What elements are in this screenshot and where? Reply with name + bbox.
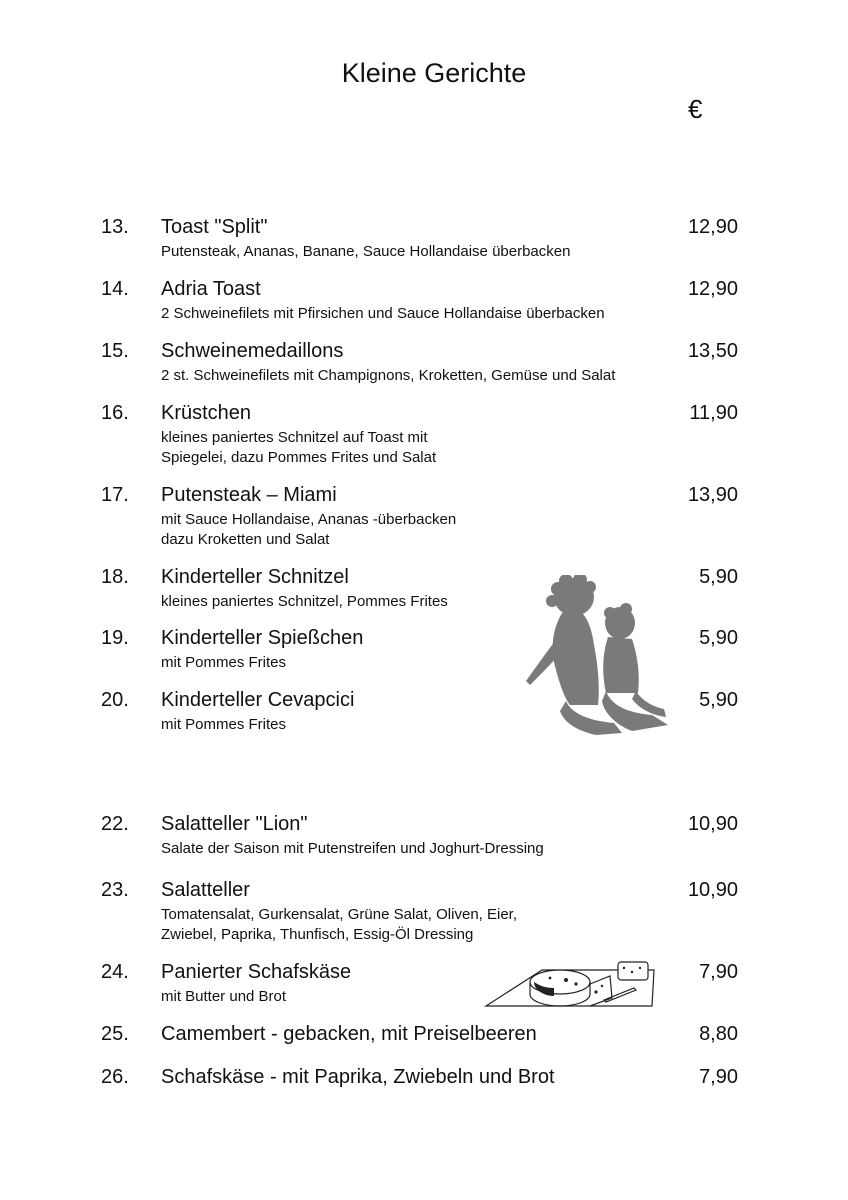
page-title: Kleine Gerichte <box>341 58 527 88</box>
item-name: Adria Toast <box>161 278 261 300</box>
item-description <box>161 905 517 945</box>
description-line: 2 Schweinefilets mit Pfirsichen und Sauce Hollandaise überbacken <box>161 305 605 322</box>
item-description <box>161 592 448 612</box>
item-name: Kinderteller Schnitzel <box>161 566 349 588</box>
item-price: 5,90 <box>699 627 738 649</box>
item-description <box>161 987 286 1007</box>
item-number: 23. <box>101 879 129 901</box>
item-name: Salatteller <box>161 879 250 901</box>
item-number: 16. <box>101 402 129 424</box>
item-name: Kinderteller Spießchen <box>161 627 364 649</box>
item-price: 12,90 <box>687 216 738 238</box>
item-number: 19. <box>101 627 129 649</box>
item-name: Schweinemedaillons <box>161 340 344 362</box>
item-number: 17. <box>101 484 129 506</box>
item-name: Toast "Split" <box>161 216 268 238</box>
description-line: Tomatensalat, Gurkensalat, Grüne Salat, Oliven, Eier, <box>161 906 518 923</box>
cheese-board-image <box>484 948 656 1010</box>
description-line: Putensteak, Ananas, Banane, Sauce Hollandaise überbacken <box>161 243 571 260</box>
item-number: 13. <box>101 216 129 238</box>
item-price: 10,90 <box>687 813 738 835</box>
item-price: 5,90 <box>699 566 738 588</box>
item-description <box>161 839 544 859</box>
item-price: 12,90 <box>687 278 738 300</box>
item-price: 13,50 <box>687 340 738 362</box>
currency-symbol: € <box>688 94 703 124</box>
item-number: 18. <box>101 566 129 588</box>
item-description <box>161 715 286 735</box>
item-price: 8,80 <box>699 1023 738 1045</box>
item-number: 22. <box>101 813 129 835</box>
children-silhouette-image <box>522 575 670 740</box>
description-line: kleines paniertes Schnitzel auf Toast mit <box>161 429 428 446</box>
description-line: mit Sauce Hollandaise, Ananas -überbacken <box>161 511 457 528</box>
description-line: mit Pommes Frites <box>161 654 287 671</box>
item-description <box>161 510 456 550</box>
item-price: 5,90 <box>699 689 738 711</box>
item-name: Camembert - gebacken, mit Preiselbeeren <box>161 1023 537 1045</box>
item-name: Schafskäse - mit Paprika, Zwiebeln und Brot <box>161 1066 555 1088</box>
item-number: 15. <box>101 340 129 362</box>
description-line: mit Butter und Brot <box>161 988 287 1005</box>
item-name: Putensteak – Miami <box>161 484 337 506</box>
description-line: kleines paniertes Schnitzel, Pommes Frites <box>161 593 448 610</box>
item-price: 13,90 <box>687 484 738 506</box>
item-description <box>161 428 436 468</box>
item-number: 26. <box>101 1066 129 1088</box>
item-description <box>161 242 570 262</box>
item-price: 7,90 <box>699 1066 738 1088</box>
item-number: 25. <box>101 1023 129 1045</box>
description-line: Spiegelei, dazu Pommes Frites und Salat <box>161 449 437 466</box>
item-price: 11,90 <box>689 402 738 424</box>
item-name: Krüstchen <box>161 402 252 424</box>
item-number: 24. <box>101 961 129 983</box>
description-line: Salate der Saison mit Putenstreifen und Joghurt-Dressing <box>161 840 544 857</box>
description-line: dazu Kroketten und Salat <box>161 531 330 548</box>
item-name: Kinderteller Cevapcici <box>161 689 355 711</box>
description-line: mit Pommes Frites <box>161 716 287 733</box>
description-line: 2 st. Schweinefilets mit Champignons, Kroketten, Gemüse und Salat <box>161 367 616 384</box>
description-line: Zwiebel, Paprika, Thunfisch, Essig-Öl Dressing <box>161 926 474 943</box>
item-name: Panierter Schafskäse <box>161 961 352 983</box>
item-description <box>161 366 615 386</box>
item-description <box>161 304 605 324</box>
item-price: 7,90 <box>699 961 738 983</box>
item-description <box>161 653 286 673</box>
item-number: 20. <box>101 689 129 711</box>
item-name: Salatteller "Lion" <box>161 813 308 835</box>
item-number: 14. <box>101 278 129 300</box>
item-price: 10,90 <box>687 879 738 901</box>
